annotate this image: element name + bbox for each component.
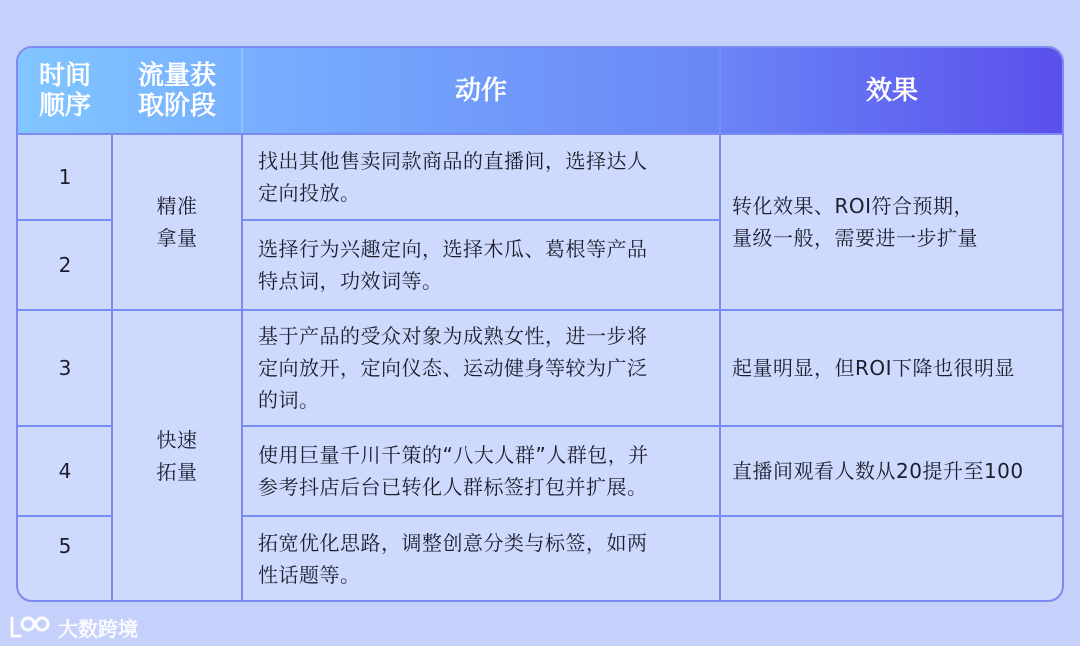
header-traffic-stage: 流量获 取阶段 xyxy=(112,48,242,134)
grid-hline-section xyxy=(18,309,1064,311)
row-order-3: 3 xyxy=(58,356,72,380)
stage-expand: 快速 拓量 xyxy=(156,428,198,484)
row-order-1: 1 xyxy=(58,165,72,189)
row-order-5: 5 xyxy=(58,534,72,558)
action-text-1: 找出其他售卖同款商品的直播间，选择达人 定向投放。 xyxy=(258,149,648,205)
stage-precise: 精准 拿量 xyxy=(156,194,198,250)
grid-hline-header xyxy=(18,133,1064,135)
grid-hline-order-1 xyxy=(18,219,112,221)
action-text-3: 基于产品的受众对象为成熟女性，进一步将 定向放开，定向仪态、运动健身等较为广泛 的词。 xyxy=(258,324,648,412)
grid-vline-3 xyxy=(719,48,721,602)
watermark xyxy=(8,612,138,642)
grid-vline-1 xyxy=(111,134,113,602)
data-table xyxy=(16,46,1064,602)
header-action: 动作 xyxy=(242,48,720,134)
effect-text-2: 起量明显，但ROI下降也很明显 xyxy=(732,356,1016,380)
grid-hline-action-4 xyxy=(242,515,1064,517)
action-text-5: 拓宽优化思路，调整创意分类与标签，如两 性话题等。 xyxy=(258,531,648,587)
action-text-2: 选择行为兴趣定向，选择木瓜、葛根等产品 特点词，功效词等。 xyxy=(258,237,648,293)
brand-logo-icon xyxy=(8,614,52,640)
grid-vline-2 xyxy=(241,134,243,602)
header-time-order: 时间 顺序 xyxy=(18,48,112,134)
effect-text-3: 直播间观看人数从20提升至100 xyxy=(732,459,1024,483)
action-text-4: 使用巨量千川千策的“八大人群”人群包，并 参考抖店后台已转化人群标签打包并扩展。 xyxy=(258,443,649,499)
grid-hline-order-3 xyxy=(18,425,112,427)
row-order-2: 2 xyxy=(58,253,72,277)
header-effect: 效果 xyxy=(720,48,1064,134)
grid-hline-action-1 xyxy=(242,219,720,221)
effect-text-4 xyxy=(732,516,1062,602)
grid-hline-order-4 xyxy=(18,515,112,517)
effect-text-1: 转化效果、ROI符合预期， 量级一般，需要进一步扩量 xyxy=(732,194,978,250)
row-order-4: 4 xyxy=(58,459,72,483)
grid-hline-action-3 xyxy=(242,425,1064,427)
grid-vline-header xyxy=(241,48,243,134)
watermark-text: 大数跨境 xyxy=(58,616,138,641)
